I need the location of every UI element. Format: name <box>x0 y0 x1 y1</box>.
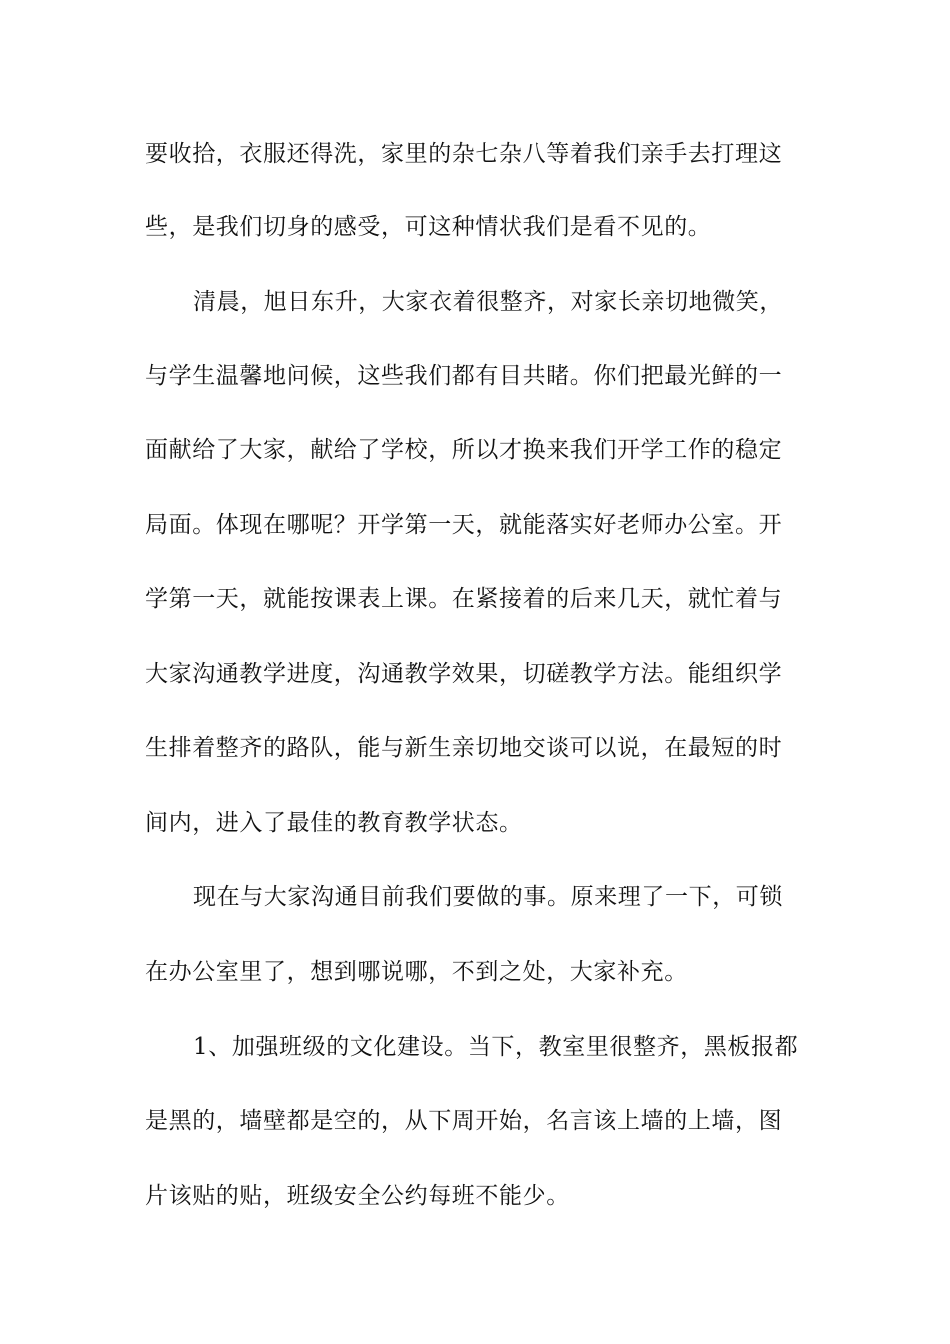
text-line: 生排着整齐的路队，能与新生亲切地交谈可以说，在最短的时 <box>145 735 783 761</box>
text-line: 些，是我们切身的感受，可这种情状我们是看不见的。 <box>145 214 712 240</box>
text-line: 面献给了大家，献给了学校，所以才换来我们开学工作的稳定 <box>145 437 783 463</box>
text-line: 学第一天，就能按课表上课。在紧接着的后来几天，就忙着与 <box>145 586 783 612</box>
text-line: 是黑的，墙壁都是空的，从下周开始，名言该上墙的上墙，图 <box>145 1108 783 1134</box>
text-line: 片该贴的贴，班级安全公约每班不能少。 <box>145 1183 570 1209</box>
text-line: 与学生温馨地问候，这些我们都有目共睹。你们把最光鲜的一 <box>145 363 783 389</box>
text-line: 大家沟通教学进度，沟通教学效果，切磋教学方法。能组织学 <box>145 661 783 687</box>
numbered-item-first-line: 1、加强班级的文化建设。当下，教室里很整齐，黑板报都 <box>193 1034 799 1060</box>
text-line: 要收拾，衣服还得洗，家里的杂七杂八等着我们亲手去打理这 <box>145 141 783 167</box>
text-line: 在办公室里了，想到哪说哪，不到之处，大家补充。 <box>145 959 688 985</box>
paragraph-first-line: 清晨，旭日东升，大家衣着很整齐，对家长亲切地微笑， <box>193 289 783 315</box>
paragraph-first-line: 现在与大家沟通目前我们要做的事。原来理了一下，可锁 <box>193 884 783 910</box>
text-line: 间内，进入了最佳的教育教学状态。 <box>145 810 523 836</box>
text-line: 局面。体现在哪呢？开学第一天，就能落实好老师办公室。开 <box>145 512 783 538</box>
